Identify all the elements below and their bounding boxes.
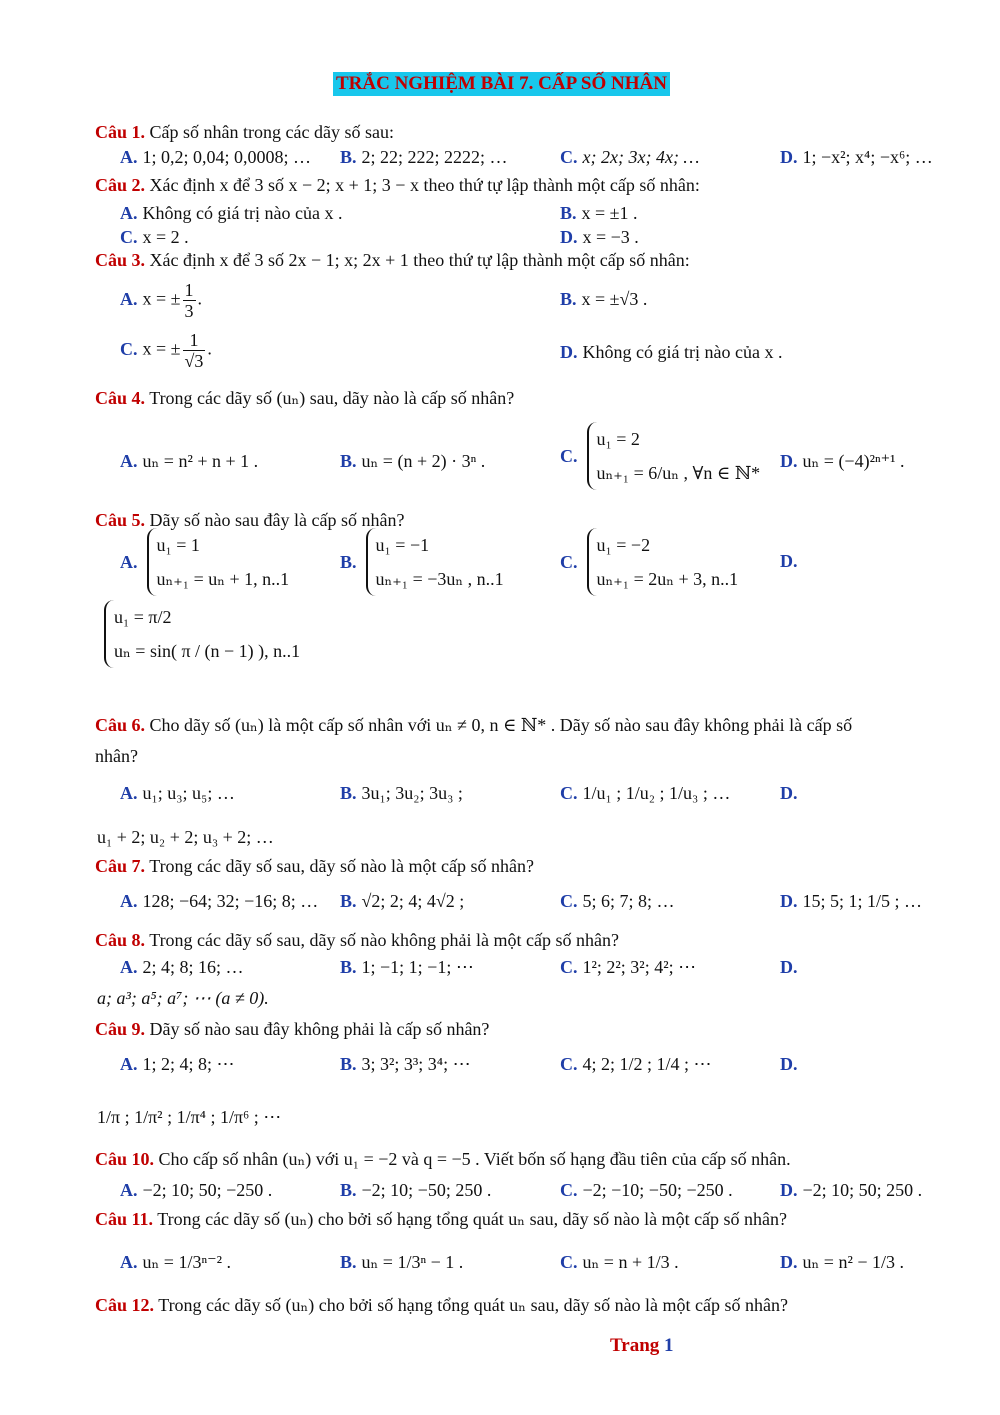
page-footer [610,1335,674,1357]
q9-option-b: B. 3; 3²; 3³; 3⁴; ⋯ [340,1054,471,1074]
q8-option-d-label: D. [780,957,798,977]
q2-option-a: A. Không có giá trị nào của x . [120,203,343,223]
question-text: Cấp số nhân trong các dãy số sau: [149,122,394,142]
q3-option-a: A. x = ± $\frac{1}{3}$ . [120,280,203,321]
question-1 [95,121,394,143]
question-11: Câu 11. Trong các dãy số (uₙ) cho bởi số hạng tổng quát uₙ sau, dãy số nào là một cấp số nhân? [95,1209,788,1229]
question-6: Câu 6. Cho dãy số (uₙ) là một cấp số nhân với uₙ ≠ 0, n ∈ ℕ* . Dãy số nào sau đây không phải là cấp số [95,715,853,735]
q10-option-c: C. −2; −10; −50; −250 . [560,1180,733,1200]
q4-option-c: C. u₁ = 2 uₙ₊₁ = 6/uₙ , ∀n ∈ ℕ* [560,422,760,490]
question-12: Câu 12. Trong các dãy số (uₙ) cho bởi số hạng tổng quát uₙ sau, dãy số nào là một cấp số nhân? [95,1295,789,1315]
q5-option-a: A. u₁ = 1 uₙ₊₁ = uₙ + 1, n..1 [120,528,289,596]
q7-option-d: D. 15; 5; 1; 1/5 ; … [780,891,923,911]
q2-option-c: C. x = 2 . [120,227,189,247]
q2-option-d: D. x = −3 . [560,227,639,247]
question-9: Câu 9. Dãy số nào sau đây không phải là cấp số nhân? [95,1019,490,1039]
question-5: Câu 5. Dãy số nào sau đây là cấp số nhân? [95,510,405,530]
q4-option-d: D. uₙ = (−4)²ⁿ⁺¹ . [780,451,905,471]
q3-option-b: B. x = ±√3 . [560,289,648,309]
question-10: Câu 10. Cho cấp số nhân (uₙ) với u₁ = −2 và q = −5 . Viết bốn số hạng đầu tiên của cấp số nhân. [95,1149,791,1169]
q10-option-b: B. −2; 10; −50; 250 . [340,1180,492,1200]
q7-option-c: C. 5; 6; 7; 8; … [560,891,675,911]
q3-option-d: D. Không có giá trị nào của x . [560,342,783,362]
q8-option-a: A. 2; 4; 8; 16; … [120,957,244,977]
question-4: Câu 4. Trong các dãy số (uₙ) sau, dãy nào là cấp số nhân? [95,388,515,408]
question-7: Câu 7. Trong các dãy số sau, dãy số nào là một cấp số nhân? [95,856,534,876]
question-6-cont: nhân? [95,746,138,766]
q11-option-d: D. uₙ = n² − 1/3 . [780,1252,904,1272]
q11-option-c: C. uₙ = n + 1/3 . [560,1252,679,1272]
q9-option-d-label: D. [780,1054,798,1074]
q5-option-c: C. u₁ = −2 uₙ₊₁ = 2uₙ + 3, n..1 [560,528,738,596]
q8-option-c: C. 1²; 2²; 3²; 4²; ⋯ [560,957,697,977]
q1-option-b: B. 2; 22; 222; 2222; … [340,147,508,167]
q4-option-b: B. uₙ = (n + 2) · 3ⁿ . [340,451,486,471]
q10-option-a: A. −2; 10; 50; −250 . [120,1180,273,1200]
q11-option-b: B. uₙ = 1/3ⁿ − 1 . [340,1252,464,1272]
q6-option-b: B. 3u₁; 3u₂; 3u₃ ; [340,783,463,803]
q6-option-c: C. 1/u₁ ; 1/u₂ ; 1/u₃ ; … [560,783,731,803]
q5-option-b: B. u₁ = −1 uₙ₊₁ = −3uₙ , n..1 [340,528,504,596]
q5-option-d: u₁ = π/2 uₙ = sin( π / (n − 1) ), n..1 [100,600,300,668]
q3-option-c: C. x = ± $\frac{1}{√3}$ . [120,330,212,371]
q11-option-a: A. uₙ = 1/3ⁿ⁻² . [120,1252,232,1272]
q4-option-a: A. uₙ = n² + n + 1 . [120,451,259,471]
question-8: Câu 8. Trong các dãy số sau, dãy số nào không phải là một cấp số nhân? [95,930,619,950]
footer-word: Trang [610,1335,660,1356]
q2-option-b: B. x = ±1 . [560,203,638,223]
q5-option-d-label: D. [780,551,798,571]
q7-option-a: A. 128; −64; 32; −16; 8; … [120,891,319,911]
page-number: 1 [664,1335,674,1356]
q9-option-c: C. 4; 2; 1/2 ; 1/4 ; ⋯ [560,1054,712,1074]
q1-option-d: D. 1; −x²; x⁴; −x⁶; … [780,147,933,167]
q8-option-b: B. 1; −1; 1; −1; ⋯ [340,957,474,977]
q1-option-c: C. x; 2x; 3x; 4x; … [560,147,700,167]
q9-option-d: 1/π ; 1/π² ; 1/π⁴ ; 1/π⁶ ; ⋯ [97,1107,282,1127]
q9-option-a: A. 1; 2; 4; 8; ⋯ [120,1054,235,1074]
q8-option-d: a; a³; a⁵; a⁷; ⋯ (a ≠ 0). [97,988,269,1008]
q6-option-d-label: D. [780,783,798,803]
q6-option-a: A. u₁; u₃; u₅; … [120,783,235,803]
question-label: Câu 1. [95,122,146,142]
q6-option-d: u₁ + 2; u₂ + 2; u₃ + 2; … [97,827,274,847]
page-title: TRẮC NGHIỆM BÀI 7. CẤP SỐ NHÂN [333,72,670,96]
question-3: Câu 3. Xác định x để 3 số 2x − 1; x; 2x + 1 theo thứ tự lập thành một cấp số nhân: [95,250,690,270]
question-2: Câu 2. Xác định x để 3 số x − 2; x + 1; 3 − x theo thứ tự lập thành một cấp số nhân: [95,175,700,195]
q10-option-d: D. −2; 10; 50; 250 . [780,1180,923,1200]
q1-option-a: A. 1; 0,2; 0,04; 0,0008; … [120,147,312,167]
q7-option-b: B. √2; 2; 4; 4√2 ; [340,891,465,911]
